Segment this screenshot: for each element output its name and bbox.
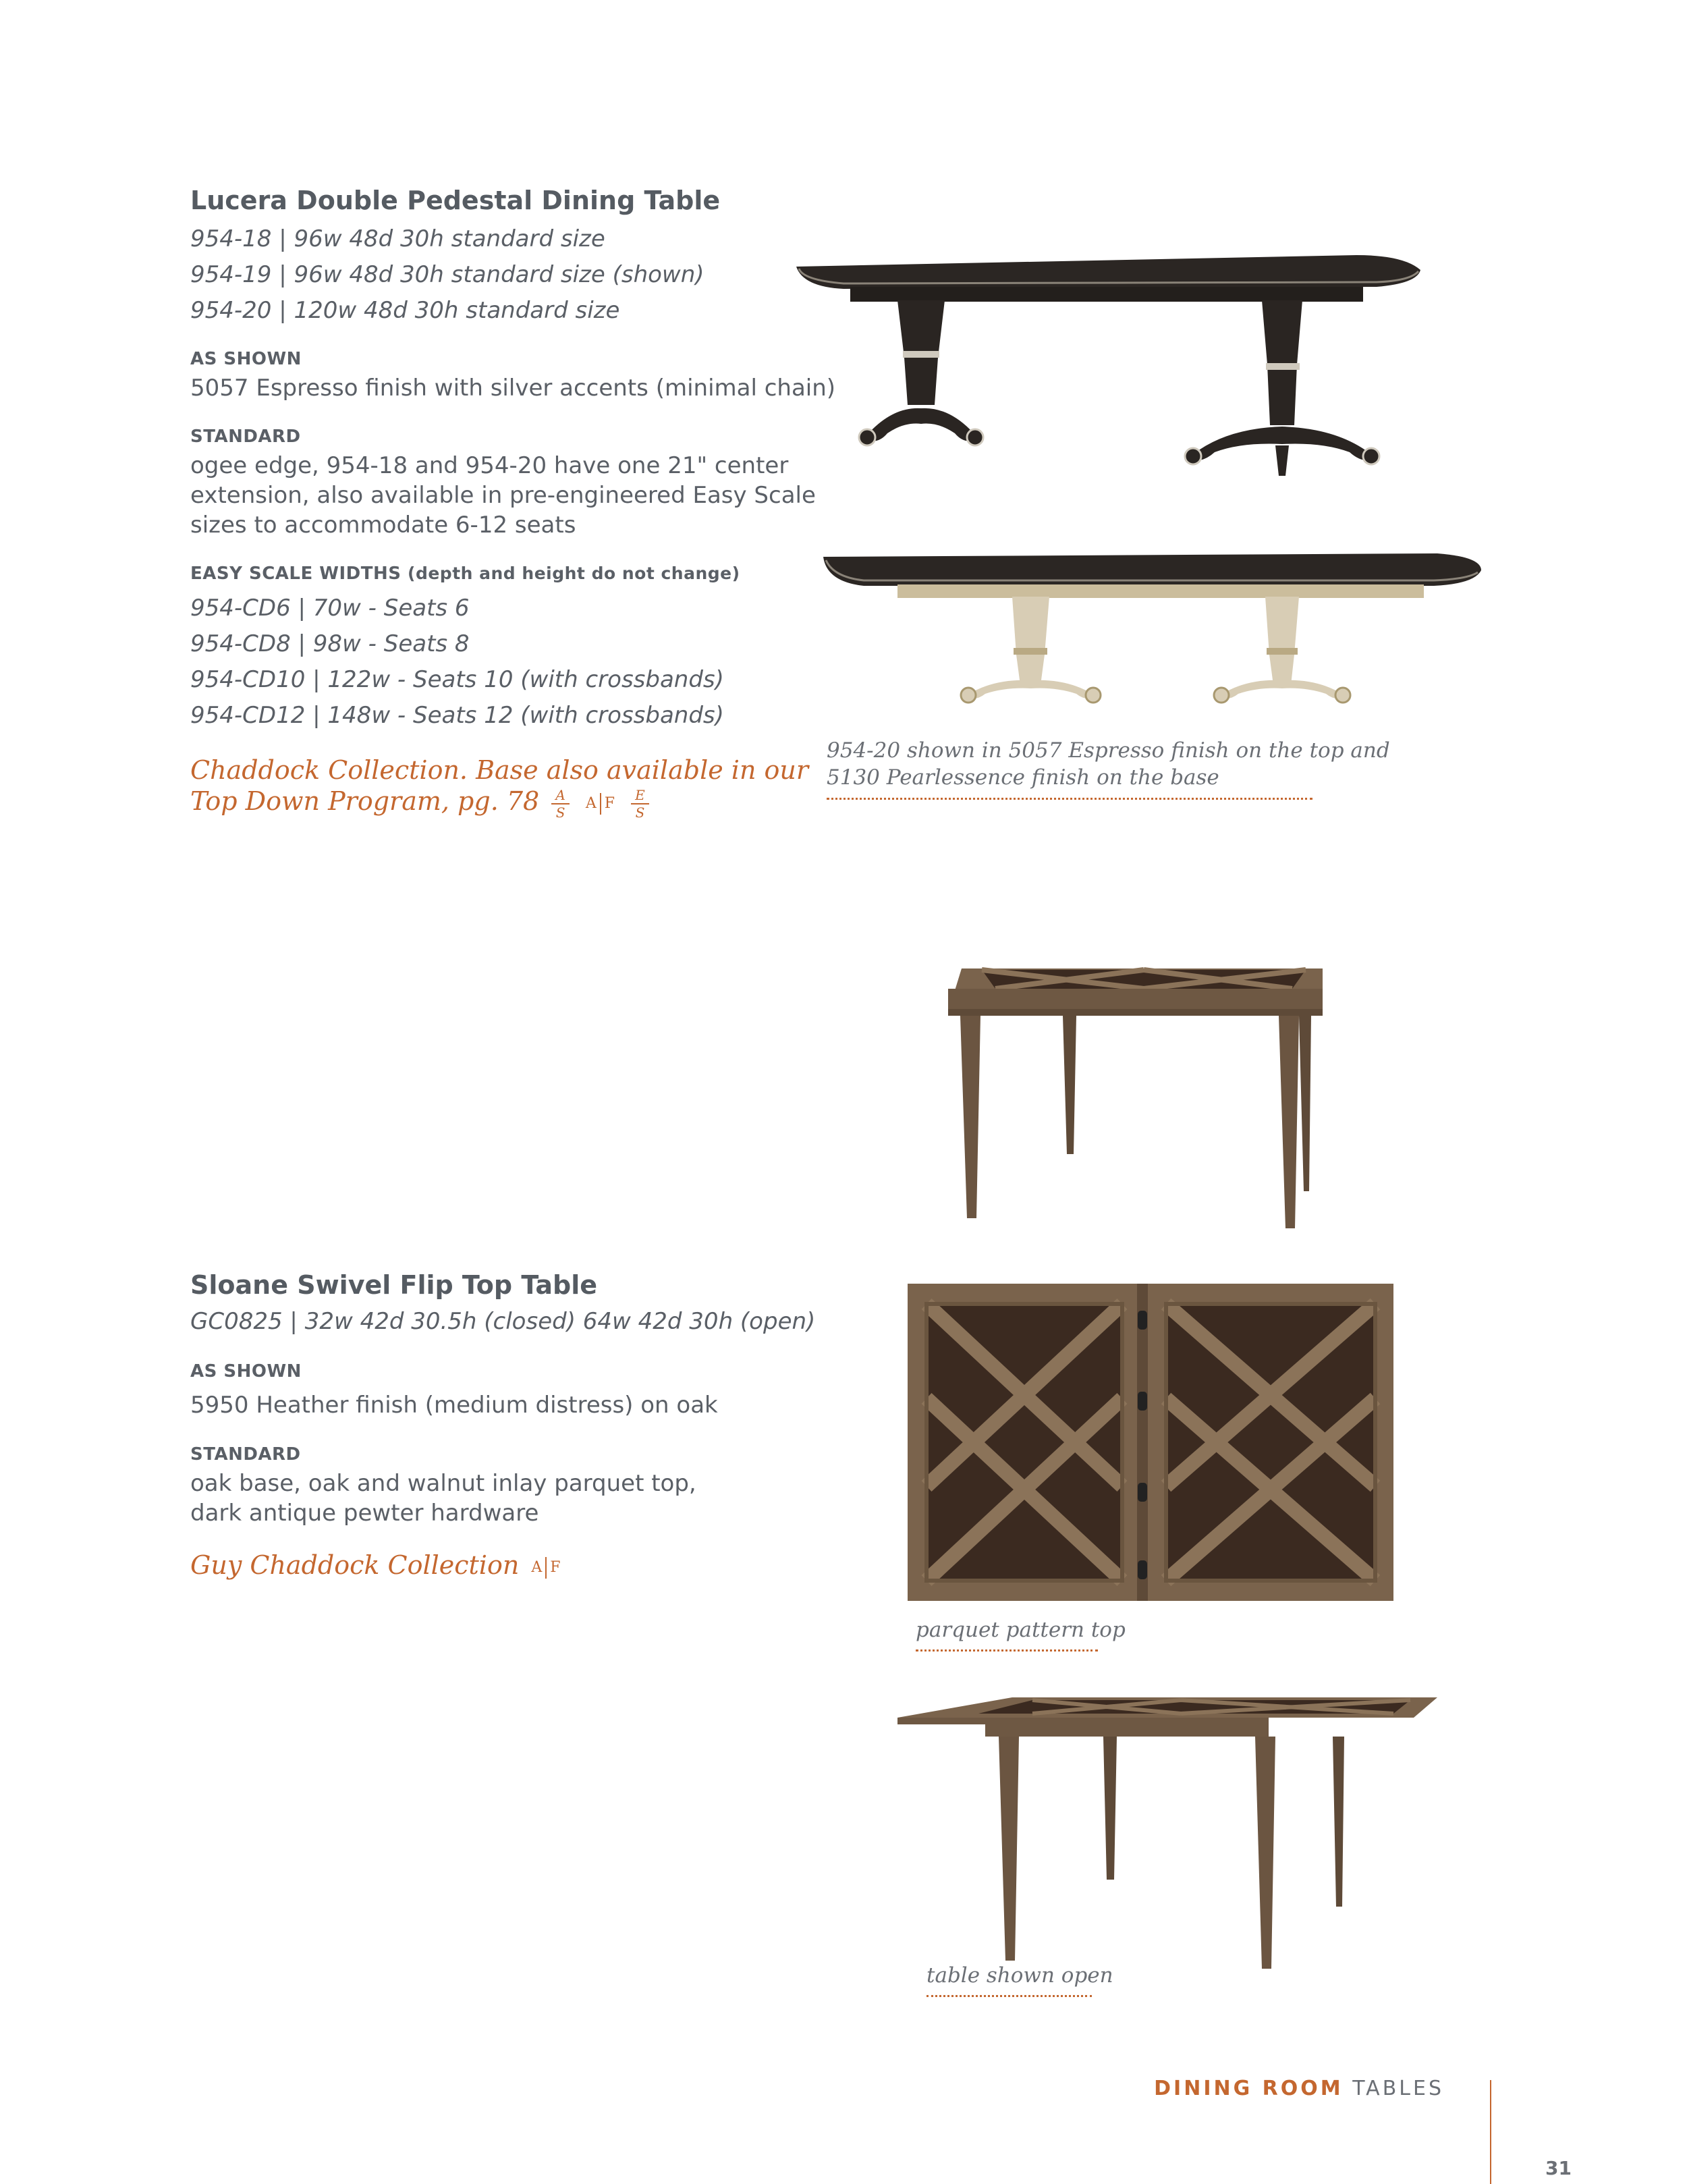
sloane-collection-note bbox=[190, 1550, 565, 1583]
footer-divider bbox=[1490, 2080, 1491, 2184]
lucera-top-down-text: Top Down Program, pg. 78 bbox=[190, 786, 540, 816]
lucera-collection-note bbox=[190, 755, 865, 821]
caption-line: 5130 Pearlessence finish on the base bbox=[827, 765, 1219, 790]
lucera-image-caption bbox=[827, 737, 1390, 791]
sloane-standard-line: oak base, oak and walnut inlay parquet top, bbox=[190, 1470, 696, 1497]
lucera-collection-line bbox=[190, 786, 865, 821]
code-denominator: S bbox=[635, 804, 645, 821]
lucera-spec-list bbox=[190, 221, 704, 329]
sloane-as-shown-text: 5950 Heather finish (medium distress) on oak bbox=[190, 1392, 718, 1419]
page-number: 31 bbox=[1545, 2157, 1572, 2179]
collection-code-af bbox=[531, 1552, 560, 1583]
footer-section-strong: DINING ROOM bbox=[1154, 2077, 1344, 2100]
lucera-as-shown-label: AS SHOWN bbox=[190, 349, 302, 369]
collection-code-af bbox=[586, 788, 615, 819]
code-f: F bbox=[604, 794, 615, 812]
footer-section-light: TABLES bbox=[1352, 2077, 1444, 2100]
sloane-parquet-top-image bbox=[908, 1284, 1393, 1601]
code-divider bbox=[545, 1557, 547, 1579]
sloane-parquet-caption: parquet pattern top bbox=[916, 1618, 1126, 1642]
lucera-pearlessence-table-image bbox=[817, 540, 1498, 709]
caption-line: 954-20 shown in 5057 Espresso finish on the top and bbox=[827, 738, 1390, 763]
lucera-espresso-table-image bbox=[790, 250, 1485, 520]
sloane-open-table-image bbox=[897, 1691, 1451, 1974]
collection-code-fraction bbox=[631, 787, 649, 821]
section-footer bbox=[1154, 2077, 1444, 2100]
lucera-standard-text bbox=[190, 451, 816, 540]
lucera-easy-scale-note: (depth and height do not change) bbox=[408, 564, 740, 583]
code-numerator: A bbox=[551, 787, 569, 804]
sloane-closed-table-image bbox=[941, 962, 1333, 1245]
lucera-title: Lucera Double Pedestal Dining Table bbox=[190, 186, 721, 215]
lucera-standard-line: extension, also available in pre-engineered Easy Scale bbox=[190, 482, 816, 509]
code-f: F bbox=[550, 1558, 561, 1576]
lucera-standard-label: STANDARD bbox=[190, 427, 301, 447]
code-a: A bbox=[531, 1558, 543, 1576]
sloane-standard-label: STANDARD bbox=[190, 1444, 301, 1465]
lucera-spec-item: 954-18 | 96w 48d 30h standard size bbox=[190, 225, 605, 252]
sloane-title: Sloane Swivel Flip Top Table bbox=[190, 1270, 598, 1300]
sloane-open-caption: table shown open bbox=[927, 1963, 1113, 1988]
lucera-collection-line: Chaddock Collection. Base also available in our bbox=[190, 755, 809, 785]
sloane-standard-line: dark antique pewter hardware bbox=[190, 1500, 539, 1527]
lucera-easy-scale-item: 954-CD12 | 148w - Seats 12 (with crossbands) bbox=[190, 702, 724, 729]
code-a: A bbox=[585, 794, 597, 812]
lucera-standard-line: sizes to accommodate 6-12 seats bbox=[190, 512, 576, 539]
lucera-easy-scale-item: 954-CD6 | 70w - Seats 6 bbox=[190, 595, 470, 622]
sloane-standard-text bbox=[190, 1469, 696, 1528]
lucera-easy-scale-label: EASY SCALE WIDTHS bbox=[190, 564, 402, 584]
code-divider bbox=[600, 793, 601, 815]
lucera-spec-item: 954-20 | 120w 48d 30h standard size bbox=[190, 297, 620, 324]
collection-code-fraction bbox=[551, 787, 569, 821]
caption-underline bbox=[927, 1995, 1092, 1997]
lucera-easy-scale-item: 954-CD10 | 122w - Seats 10 (with crossbands) bbox=[190, 666, 724, 693]
caption-underline bbox=[827, 798, 1312, 800]
lucera-easy-scale-list bbox=[190, 591, 724, 734]
lucera-easy-scale-item: 954-CD8 | 98w - Seats 8 bbox=[190, 630, 470, 657]
sloane-collection-text: Guy Chaddock Collection bbox=[190, 1550, 520, 1580]
lucera-spec-item: 954-19 | 96w 48d 30h standard size (shown) bbox=[190, 261, 704, 288]
sloane-spec: GC0825 | 32w 42d 30.5h (closed) 64w 42d 30h (open) bbox=[190, 1308, 816, 1335]
sloane-as-shown-label: AS SHOWN bbox=[190, 1361, 302, 1382]
lucera-as-shown-text: 5057 Espresso finish with silver accents (minimal chain) bbox=[190, 375, 836, 402]
lucera-standard-line: ogee edge, 954-18 and 954-20 have one 21" center bbox=[190, 452, 789, 479]
code-denominator: S bbox=[555, 804, 565, 821]
caption-underline bbox=[916, 1649, 1098, 1651]
lucera-easy-scale-heading bbox=[190, 564, 740, 584]
code-numerator: E bbox=[631, 787, 649, 804]
